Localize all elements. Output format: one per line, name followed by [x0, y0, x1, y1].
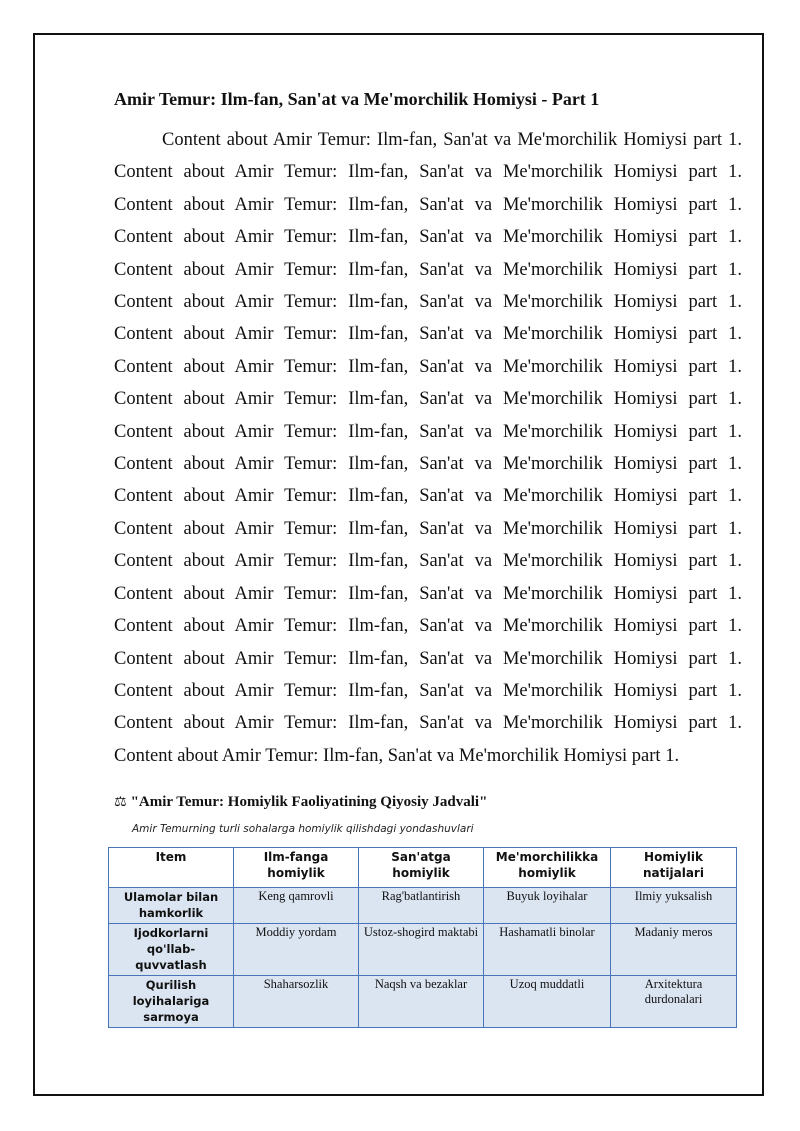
row-header-cell: Qurilish loyihalariga sarmoya	[109, 976, 234, 1028]
column-header: Homiylik natijalari	[611, 848, 737, 888]
column-header: San'atga homiylik	[359, 848, 484, 888]
table-cell: Naqsh va bezaklar	[359, 976, 484, 1028]
column-header: Ilm-fanga homiylik	[234, 848, 359, 888]
table-cell: Buyuk loyihalar	[484, 888, 611, 924]
table-cell: Keng qamrovli	[234, 888, 359, 924]
table-heading	[114, 792, 754, 812]
document-title: Amir Temur: Ilm-fan, San'at va Me'morchilik Homiysi - Part 1	[114, 89, 600, 109]
table-cell: Ilmiy yuksalish	[611, 888, 737, 924]
column-header: Me'morchilikka homiylik	[484, 848, 611, 888]
table-cell: Arxitektura durdonalari	[611, 976, 737, 1028]
column-header: Item	[109, 848, 234, 888]
table-cell: Hashamatli binolar	[484, 924, 611, 976]
row-header-cell: Ulamolar bilan hamkorlik	[109, 888, 234, 924]
table-cell: Rag'batlantirish	[359, 888, 484, 924]
table-cell: Madaniy meros	[611, 924, 737, 976]
table-cell: Uzoq muddatli	[484, 976, 611, 1028]
row-header-cell: Ijodkorlarni qo'llab-quvvatlash	[109, 924, 234, 976]
table-row	[109, 976, 737, 1028]
table-header-row	[109, 848, 737, 888]
body-paragraph: Content about Amir Temur: Ilm-fan, San'at va Me'morchilik Homiysi part 1. Content about Amir Temur: Ilm-fan, San'at va Me'morchilik Homiysi part 1. Content about Amir Temur: Ilm-fan, San'at va Me'morchilik Homiysi part 1. Content about Amir Temur: Ilm-fan, San'at va Me'morchilik Homiysi part 1. Content about Amir Temur: Ilm-fan, San'at va Me'morchilik Homiysi part 1. Content about Amir Temur: Ilm-fan, San'at va Me'morchilik Homiysi part 1. Content about Amir Temur: Ilm-fan, San'at va Me'morchilik Homiysi part 1. Content about Amir Temur: Ilm-fan, San'at va Me'morchilik Homiysi part 1. Content about Amir Temur: Ilm-fan, San'at va Me'morchilik Homiysi part 1. Content about Amir Temur: Ilm-fan, San'at va Me'morchilik Homiysi part 1. Content about Amir Temur: Ilm-fan, San'at va Me'morchilik Homiysi part 1. Content about Amir Temur: Ilm-fan, San'at va Me'morchilik Homiysi part 1. Content about Amir Temur: Ilm-fan, San'at va Me'morchilik Homiysi part 1. Content about Amir Temur: Ilm-fan, San'at va Me'morchilik Homiysi part 1. Content about Amir Temur: Ilm-fan, San'at va Me'morchilik Homiysi part 1. Content about Amir Temur: Ilm-fan, San'at va Me'morchilik Homiysi part 1. Content about Amir Temur: Ilm-fan, San'at va Me'morchilik Homiysi part 1. Content about Amir Temur: Ilm-fan, San'at va Me'morchilik Homiysi part 1. Content about Amir Temur: Ilm-fan, San'at va Me'morchilik Homiysi part 1. Content about Amir Temur: Ilm-fan, San'at va Me'morchilik Homiysi part 1.	[114, 130, 742, 766]
scales-icon: ⚖	[114, 794, 127, 810]
table-row	[109, 924, 737, 976]
table-cell: Ustoz-shogird maktabi	[359, 924, 484, 976]
table-caption: Amir Temurning turli sohalarga homiylik qilishdagi yondashuvlari	[132, 823, 474, 835]
table-row	[109, 888, 737, 924]
table-heading-text: "Amir Temur: Homiylik Faoliyatining Qiyosiy Jadvali"	[130, 794, 488, 810]
table-cell: Shaharsozlik	[234, 976, 359, 1028]
table-cell: Moddiy yordam	[234, 924, 359, 976]
comparison-table	[108, 847, 737, 1028]
